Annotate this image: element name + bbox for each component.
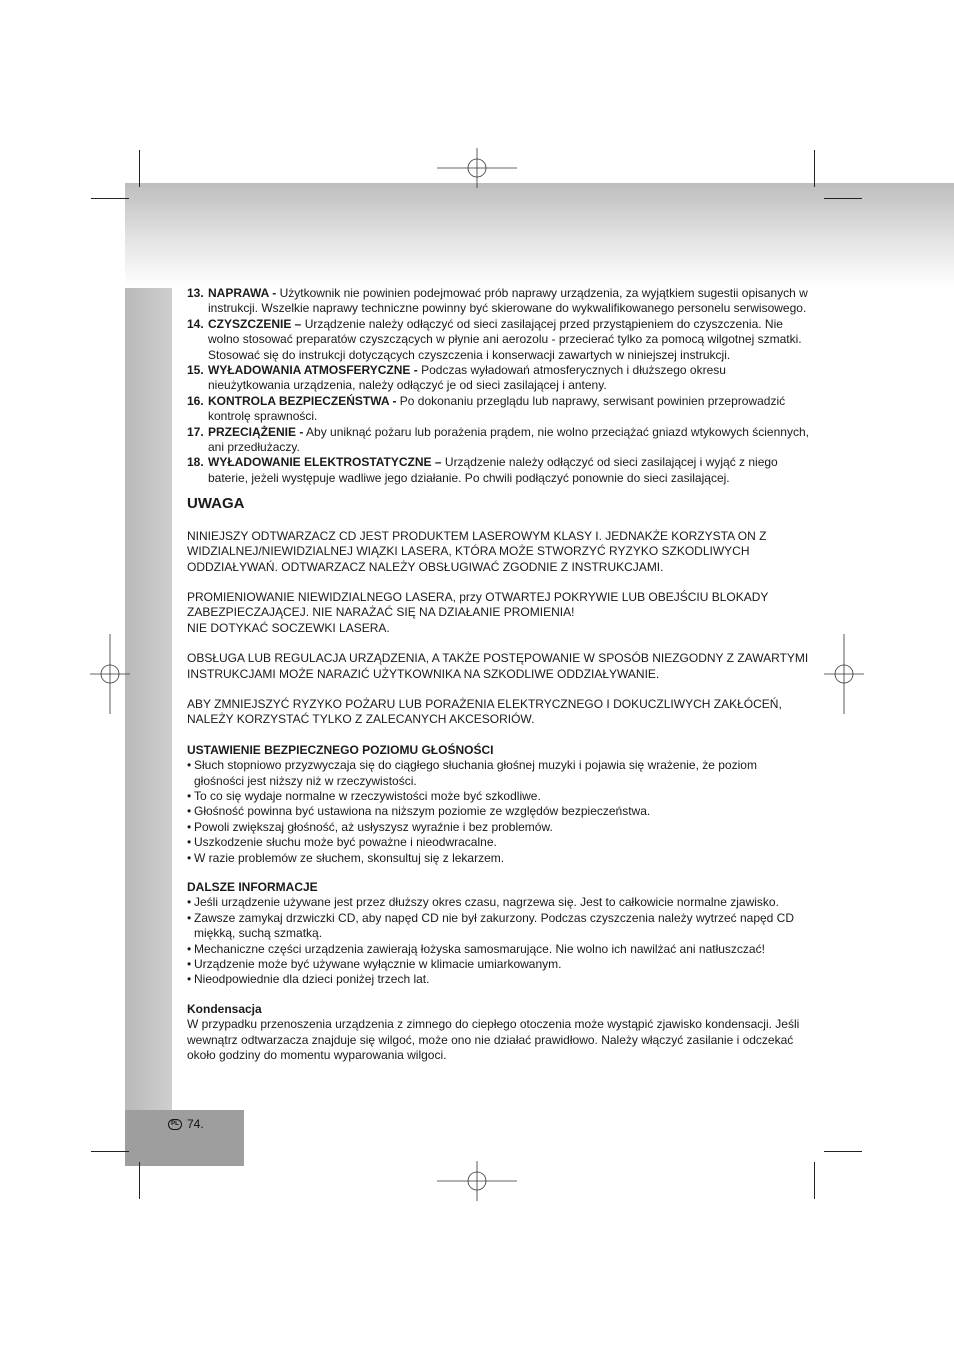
item-number: 17. xyxy=(187,424,204,439)
page-number-text: 74. xyxy=(187,1117,204,1131)
list-item: • To co się wydaje normalne w rzeczywistości może być szkodliwe. xyxy=(187,789,809,804)
volume-list xyxy=(187,758,809,866)
list-item: • Uszkodzenie słuchu może być poważne i nieodwracalne. xyxy=(187,835,809,850)
item-text: Użytkownik nie powinien podejmować prób naprawy urządzenia, za wyjątkiem sugestii opisanych w instrukcji. Wszelkie naprawy techniczne powinny być skierowane do wykwalifikowanego personelu serwisowego. xyxy=(208,286,808,316)
list-item: • Nieodpowiednie dla dzieci poniżej trzech lat. xyxy=(187,972,809,987)
item-title: NAPRAWA - xyxy=(208,286,277,300)
warning-paragraph: NINIEJSZY ODTWARZACZ CD JEST PRODUKTEM LASEROWYM KLASY I. JEDNAKŻE KORZYSTA ON Z WIDZIALNEJ/NIEWIDZIALNEJ WIĄZKI LASERA, KTÓRA MOŻE STWORZYĆ RYZYKO SZKODLIWYCH ODDZIAŁYWAŃ. ODTWARZACZ NALEŻY OBSŁUGIWAĆ ZGODNIE Z INSTRUKCJAMI. xyxy=(187,528,767,574)
registration-mark-icon xyxy=(824,634,864,714)
item-number: 16. xyxy=(187,393,204,408)
registration-mark-icon xyxy=(437,1161,517,1201)
registration-mark-icon xyxy=(437,148,517,188)
list-item xyxy=(187,286,809,317)
list-item: • Mechaniczne części urządzenia zawierają łożyska samosmarujące. Nie wolno ich nawilżać ani natłuszczać! xyxy=(187,942,809,957)
list-item: • Urządzenie może być używane wyłącznie w klimacie umiarkowanym. xyxy=(187,957,809,972)
warning-paragraph xyxy=(187,590,809,621)
crop-mark xyxy=(814,1162,815,1199)
page-content xyxy=(187,286,809,1063)
list-item: • Powoli zwiększaj głośność, aż usłyszysz wyraźnie i bez problemów. xyxy=(187,820,809,835)
crop-mark xyxy=(139,150,140,187)
crop-mark xyxy=(814,150,815,187)
item-text: Podczas wyładowań atmosferycznych i dłuższego okresu nieużytkowania urządzenia, należy odłączyć je od sieci zasilającej i anteny. xyxy=(208,363,726,393)
volume-heading: USTAWIENIE BEZPIECZNEGO POZIOMU GŁOŚNOŚCI xyxy=(187,742,494,757)
crop-mark xyxy=(139,1162,140,1199)
page-number xyxy=(168,1117,204,1131)
list-item xyxy=(187,363,809,394)
item-text: Urządzenie należy odłączyć od sieci zasilającej przed przystąpieniem do czyszczenia. Nie wolno stosować preparatów czyszczących w płynie ani aerozolu - przecierać tylko za pomocą wilgotnej szmatki. Stosować się do instrukcji dotyczących czyszczenia i konserwacji zawartych w niniejszej instrukcji. xyxy=(208,316,802,362)
more-info-list xyxy=(187,895,809,987)
safety-list xyxy=(187,286,809,486)
registration-mark-icon xyxy=(90,634,130,714)
crop-mark xyxy=(824,1151,862,1152)
condensation-text: W przypadku przenoszenia urządzenia z zimnego do ciepłego otoczenia może wystąpić zjawisko kondensacji. Jeśli wewnątrz odtwarzacza znajduje się wilgoć, może ono nie działać prawidłowo. Należy włączyć zasilanie i odczekać około godziny do momentu wyparowania wilgoci. xyxy=(187,1017,800,1063)
crop-mark xyxy=(91,198,129,199)
item-title: WYŁADOWANIA ATMOSFERYCZNE - xyxy=(208,363,418,378)
side-strip xyxy=(125,288,172,1110)
item-title: CZYSZCZENIE – xyxy=(208,316,302,331)
list-item: • Głośność powinna być ustawiona na niższym poziomie ze względów bezpieczeństwa. xyxy=(187,804,809,819)
list-item: • Zawsze zamykaj drzwiczki CD, aby napęd CD nie był zakurzony. Podczas czyszczenia należy wytrzeć napęd CD miękką, suchą szmatką. xyxy=(187,911,809,942)
warning-paragraph: NIE DOTYKAĆ SOCZEWKI LASERA. xyxy=(187,620,390,635)
item-title: KONTROLA BEZPIECZEŃSTWA - xyxy=(208,393,397,408)
warning-paragraph: ABY ZMNIEJSZYĆ RYZYKO POŻARU LUB PORAŻENIA ELEKTRYCZNEGO I DOKUCZLIWYCH ZAKŁÓCEŃ, NALEŻY KORZYSTAĆ TYLKO Z ZALECANYCH AKCESORIÓW. xyxy=(187,696,782,727)
list-item: • Słuch stopniowo przyzwyczaja się do ciągłego słuchania głośnej muzyki i pojawia się wrażenie, że poziom głośności jest niższy niż w rzeczywistości. xyxy=(187,758,809,789)
item-number: 15. xyxy=(187,363,204,378)
list-item: • Jeśli urządzenie używane jest przez dłuższy okres czasu, nagrzewa się. Jest to całkowicie normalne zjawisko. xyxy=(187,895,809,910)
list-item xyxy=(187,455,809,486)
list-item xyxy=(187,317,809,363)
item-text: Aby uniknąć pożaru lub porażenia prądem, nie wolno przeciążać gniazd wtykowych ściennych, ani przedłużaczy. xyxy=(208,424,809,455)
item-number: 13. xyxy=(187,286,204,300)
item-text: Po dokonaniu przeglądu lub naprawy, serwisant powinien przeprowadzić kontrolę sprawności. xyxy=(208,393,786,424)
more-info-heading: DALSZE INFORMACJE xyxy=(187,880,318,894)
item-number: 14. xyxy=(187,316,204,331)
list-item xyxy=(187,425,809,456)
language-badge-icon: PL xyxy=(168,1119,182,1130)
warning-text: PROMIENIOWANIE NIEWIDZIALNEGO LASERA, przy OTWARTEJ POKRYWIE LUB OBEJŚCIU BLOKADY ZABEZPIECZAJĄCEJ. NIE NARAŻAĆ SIĘ NA DZIAŁANIE PROMIENIA! xyxy=(187,589,769,620)
warning-heading: UWAGA xyxy=(187,495,245,513)
item-text: Urządzenie należy odłączyć od sieci zasilającej i wyjąć z niego baterie, jeżeli występuje wadliwe jego działanie. Po chwili podłączyć ponownie do sieci zasilającej. xyxy=(208,455,778,485)
warning-paragraph: OBSŁUGA LUB REGULACJA URZĄDZENIA, A TAKŻE POSTĘPOWANIE W SPOSÓB NIEZGODNY Z ZAWARTYMI INSTRUKCJAMI MOŻE NARAZIĆ UŻYTKOWNIKA NA SZKODLIWE ODDZIAŁYWANIE. xyxy=(187,651,809,681)
condensation-heading: Kondensacja xyxy=(187,1001,262,1016)
crop-mark xyxy=(91,1151,129,1152)
list-item xyxy=(187,394,809,425)
item-title: PRZECIĄŻENIE - xyxy=(208,424,304,439)
list-item: • W razie problemów ze słuchem, skonsultuj się z lekarzem. xyxy=(187,851,809,866)
item-number: 18. xyxy=(187,455,204,470)
item-title: WYŁADOWANIE ELEKTROSTATYCZNE – xyxy=(208,455,442,470)
crop-mark xyxy=(824,198,862,199)
